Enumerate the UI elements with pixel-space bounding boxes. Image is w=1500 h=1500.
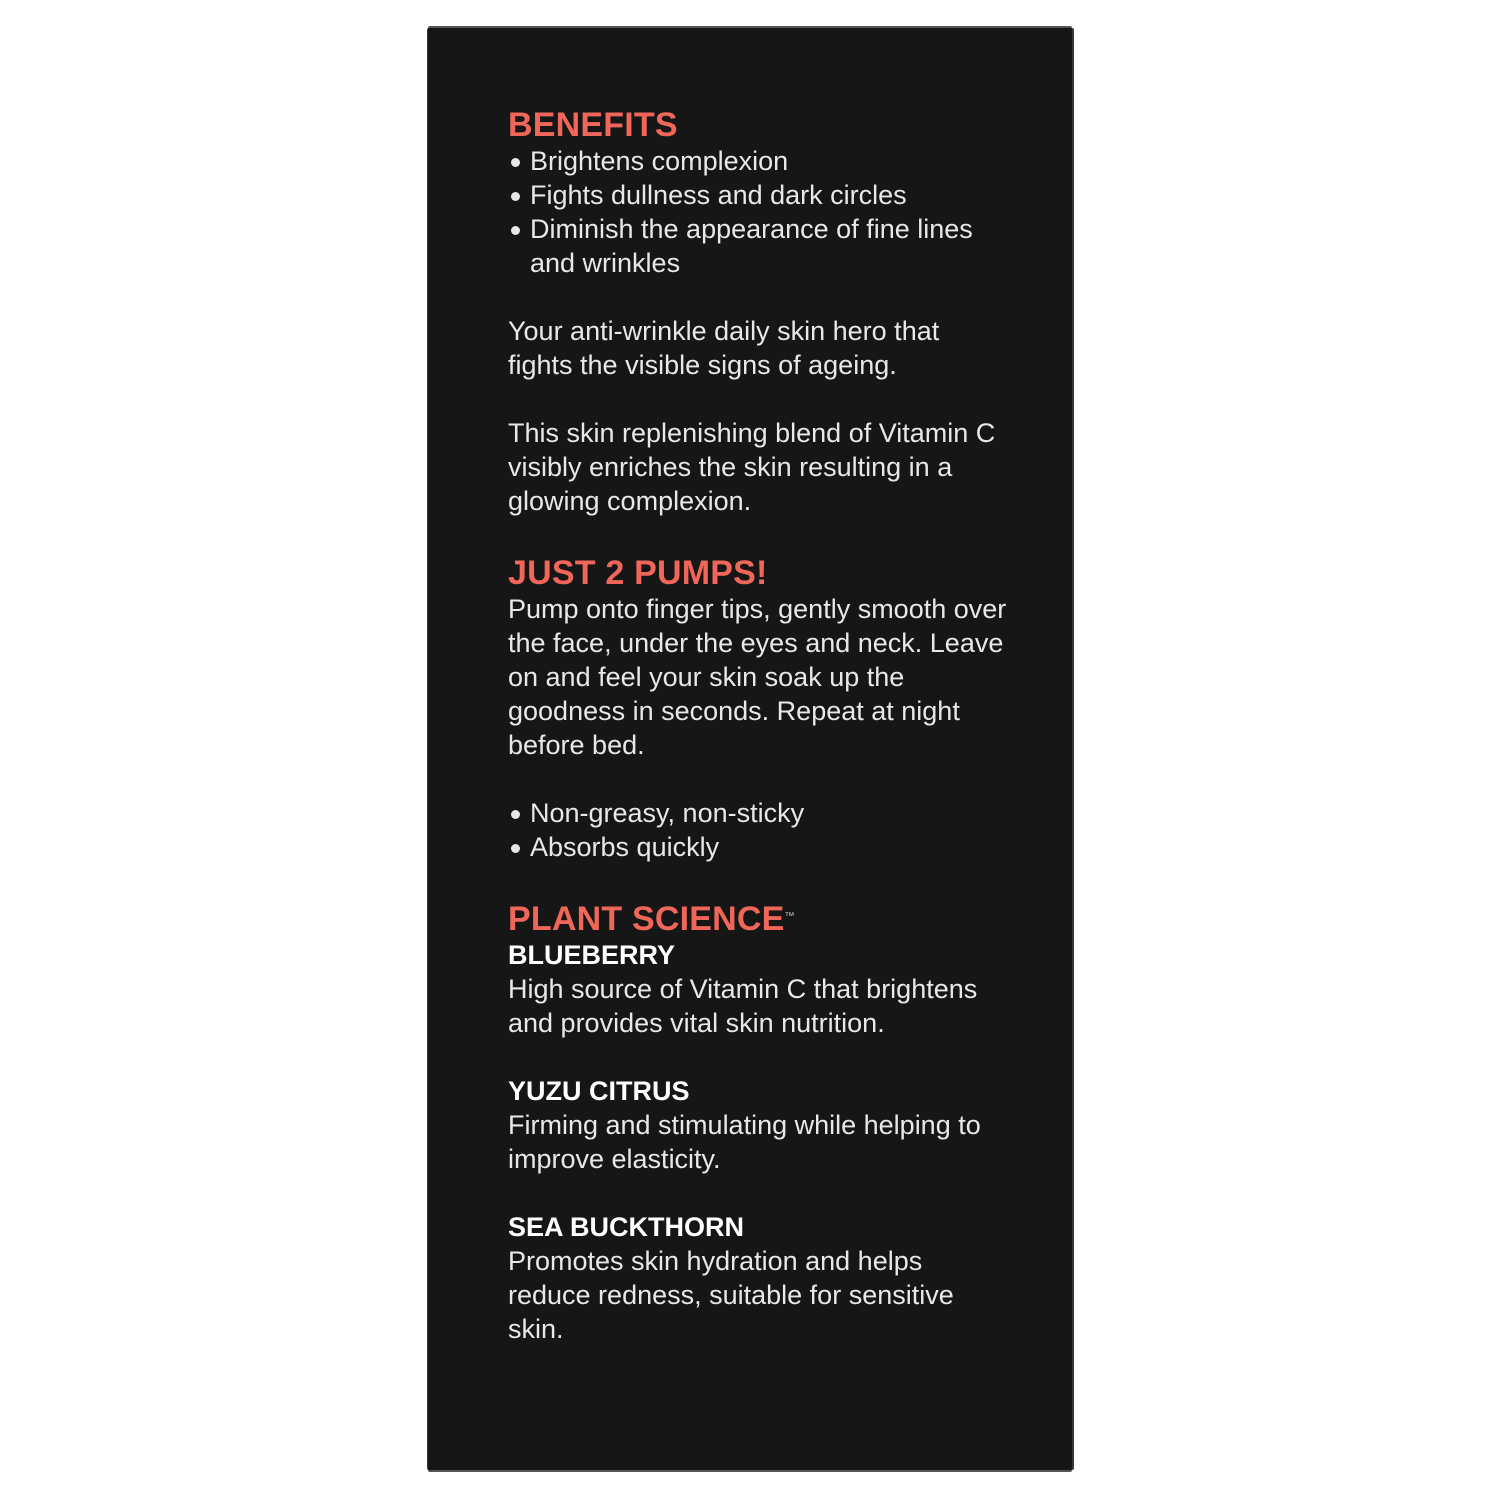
- benefit-item: Fights dullness and dark circles: [508, 178, 1008, 212]
- plant-science-heading-text: PLANT SCIENCE: [508, 900, 785, 938]
- benefits-heading: BENEFITS: [508, 106, 678, 144]
- panel-content: [508, 106, 1008, 1346]
- ingredient-name-sea-buckthorn: SEA BUCKTHORN: [508, 1212, 744, 1242]
- pumps-heading: JUST 2 PUMPS!: [508, 554, 768, 592]
- feature-item: Non-greasy, non-sticky: [508, 796, 1008, 830]
- benefit-item: Diminish the appearance of fine lines and wrinkles: [508, 212, 1008, 280]
- ingredient-description-yuzu-citrus: Firming and stimulating while helping to improve elasticity.: [508, 1110, 981, 1174]
- pumps-instructions: Pump onto finger tips, gently smooth over the face, under the eyes and neck. Leave on and feel your skin soak up the goodness in seconds. Repeat at night before bed.: [508, 594, 1007, 760]
- ingredient-name-blueberry: BLUEBERRY: [508, 940, 676, 970]
- pumps-features-list: [508, 796, 1008, 864]
- trademark-symbol: ™: [784, 911, 795, 922]
- benefits-list: [508, 144, 1008, 280]
- plant-science-heading: [508, 900, 1008, 938]
- feature-item: Absorbs quickly: [508, 830, 1008, 864]
- ingredient-description-sea-buckthorn: Promotes skin hydration and helps reduce redness, suitable for sensitive skin.: [508, 1246, 954, 1344]
- product-box-side-panel: [428, 28, 1072, 1470]
- ingredient-description-blueberry: High source of Vitamin C that brightens and provides vital skin nutrition.: [508, 974, 978, 1038]
- benefits-paragraph-vitamin-c: This skin replenishing blend of Vitamin C visibly enriches the skin resulting in a glowing complexion.: [508, 418, 996, 516]
- ingredient-name-yuzu-citrus: YUZU CITRUS: [508, 1076, 690, 1106]
- benefits-paragraph-hero: Your anti-wrinkle daily skin hero that fights the visible signs of ageing.: [508, 316, 940, 380]
- benefit-item: Brightens complexion: [508, 144, 1008, 178]
